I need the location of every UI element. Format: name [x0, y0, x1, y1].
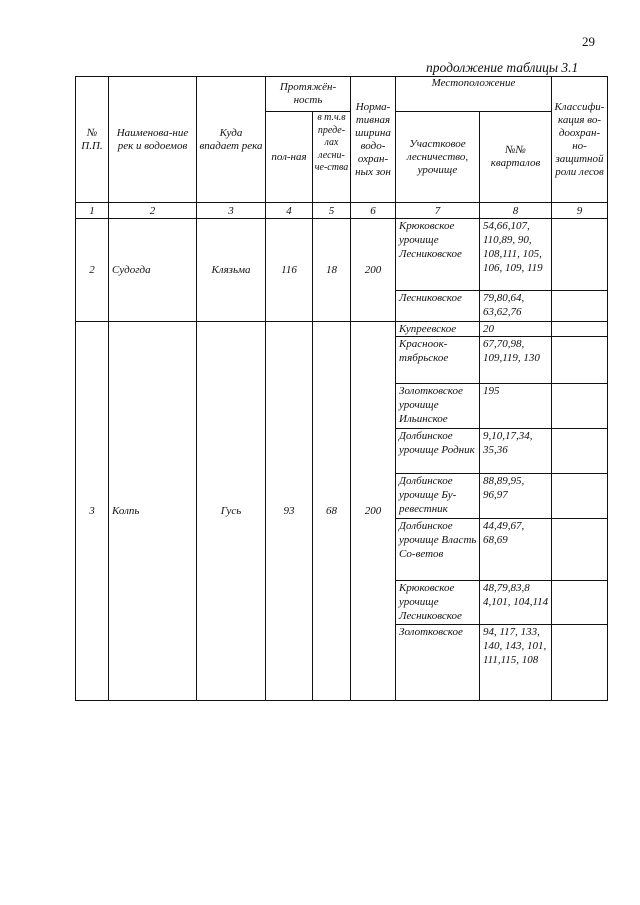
column-number: 3: [197, 203, 266, 219]
quarters-cell: 67,70,98, 109,119, 130: [480, 337, 552, 384]
flows-into: Гусь: [197, 322, 266, 701]
forestry-cell: Лесниковское: [396, 291, 480, 322]
header-flows-into: Куда впадает река: [197, 77, 266, 203]
classification-cell: [552, 322, 608, 337]
quarters-cell: 195: [480, 384, 552, 429]
header-row-1: [76, 77, 608, 112]
column-number: 2: [109, 203, 197, 219]
forestry-cell: Долбинское урочище Бу-ревестник: [396, 474, 480, 519]
classification-cell: [552, 625, 608, 701]
header-river-name: Наименова-ние рек и водоемов: [109, 77, 197, 203]
quarters-cell: 48,79,83,8 4,101, 104,114: [480, 581, 552, 625]
table-continuation-caption: продолжение таблицы 3.1: [426, 60, 579, 75]
forestry-cell: Крюковское урочище Лесниковское: [396, 581, 480, 625]
header-number: № П.П.: [76, 77, 109, 203]
column-numbers-row: [76, 203, 608, 219]
header-classification: Классифи-кация во-доохран-но-защитной роли лесов: [552, 77, 608, 203]
zone-width: 200: [351, 322, 396, 701]
length-within-forestry: 68: [313, 322, 351, 701]
forestry-cell: Красноок-тябрьское: [396, 337, 480, 384]
length-full: 116: [266, 219, 313, 322]
column-number: 9: [552, 203, 608, 219]
header-location: Местоположение: [396, 77, 552, 112]
river-name: Колпь: [109, 322, 197, 701]
forestry-cell: Золотковское: [396, 625, 480, 701]
column-number: 7: [396, 203, 480, 219]
forestry-cell: Крюковское урочище Лесниковское: [396, 219, 480, 291]
classification-cell: [552, 291, 608, 322]
column-number: 8: [480, 203, 552, 219]
quarters-cell: 88,89,95, 96,97: [480, 474, 552, 519]
classification-cell: [552, 474, 608, 519]
quarters-cell: 44,49,67, 68,69: [480, 519, 552, 581]
column-number: 1: [76, 203, 109, 219]
classification-cell: [552, 384, 608, 429]
header-zone-width: Норма-тивная ширина водо-охран-ных зон: [351, 77, 396, 203]
header-forestry: Участковое лесничество, урочище: [396, 112, 480, 203]
column-number: 6: [351, 203, 396, 219]
header-quarters: №№ кварталов: [480, 112, 552, 203]
classification-cell: [552, 429, 608, 474]
forestry-cell: Купреевское: [396, 322, 480, 337]
classification-cell: [552, 581, 608, 625]
water-bodies-table: [75, 76, 608, 701]
river-name: Судогда: [109, 219, 197, 322]
quarters-cell: 94, 117, 133, 140, 143, 101, 111,115, 108: [480, 625, 552, 701]
classification-cell: [552, 219, 608, 291]
classification-cell: [552, 519, 608, 581]
column-number: 4: [266, 203, 313, 219]
header-length: Протяжён-ность: [266, 77, 351, 112]
forestry-cell: Долбинское урочище Родник: [396, 429, 480, 474]
table-row: [76, 322, 608, 337]
length-within-forestry: 18: [313, 219, 351, 322]
length-full: 93: [266, 322, 313, 701]
column-number: 5: [313, 203, 351, 219]
quarters-cell: 54,66,107, 110,89, 90, 108,111, 105, 106, 109, 119: [480, 219, 552, 291]
row-number: 3: [76, 322, 109, 701]
forestry-cell: Долбинское урочище Власть Со-ветов: [396, 519, 480, 581]
classification-cell: [552, 337, 608, 384]
page-number: 29: [582, 34, 595, 49]
table-row: [76, 219, 608, 291]
header-length-within-forestry: в т.ч.в преде-лах лесни-че-ства: [313, 112, 351, 203]
quarters-cell: 9,10,17,34, 35,36: [480, 429, 552, 474]
flows-into: Клязьма: [197, 219, 266, 322]
zone-width: 200: [351, 219, 396, 322]
row-number: 2: [76, 219, 109, 322]
forestry-cell: Золотковское урочище Ильинское: [396, 384, 480, 429]
quarters-cell: 79,80,64, 63,62,76: [480, 291, 552, 322]
header-length-full: пол-ная: [266, 112, 313, 203]
quarters-cell: 20: [480, 322, 552, 337]
